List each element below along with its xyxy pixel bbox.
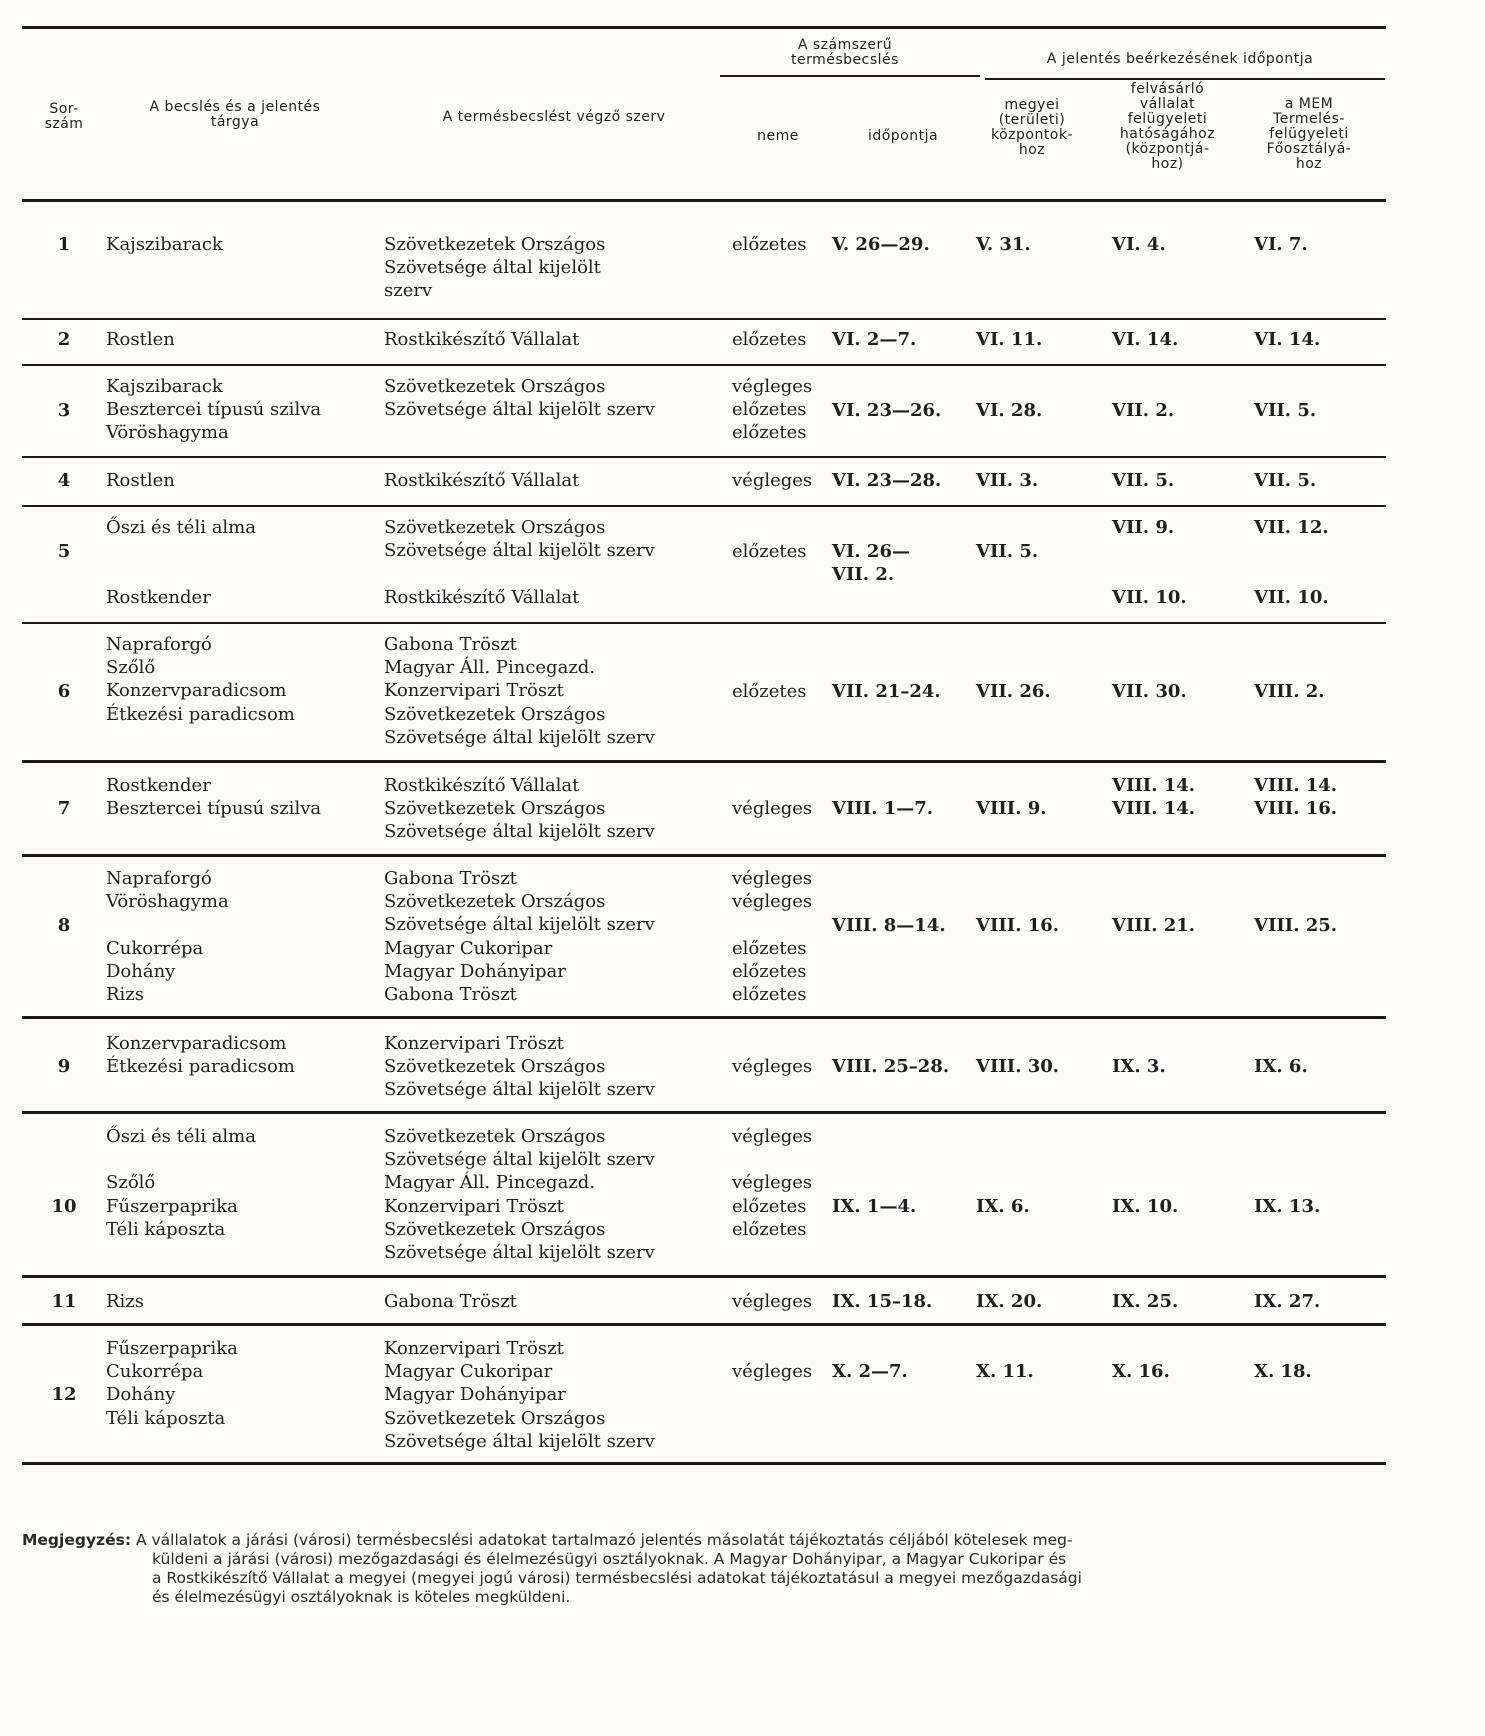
row-buyer-date: VII. 9. VII. 10. bbox=[1112, 517, 1187, 608]
row-divider bbox=[22, 505, 1386, 507]
row-num: 6 bbox=[57, 681, 71, 702]
row-buyer-date: VI. 14. bbox=[1112, 329, 1179, 350]
row-mem-date: VI. 7. bbox=[1254, 234, 1308, 255]
row-county-date: VII. 26. bbox=[976, 681, 1051, 702]
row-date: VIII. 25–28. bbox=[832, 1056, 950, 1077]
row-date: VI. 23—28. bbox=[832, 470, 942, 491]
row-num: 5 bbox=[57, 541, 71, 562]
row-kind: végleges bbox=[732, 798, 813, 819]
row-subject: Napraforgó Szőlő Konzervparadicsom Étkezési paradicsom bbox=[106, 634, 295, 725]
row-buyer-date: X. 16. bbox=[1112, 1361, 1170, 1382]
row-divider bbox=[22, 456, 1386, 458]
row-county-date: X. 11. bbox=[976, 1361, 1034, 1382]
row-num: 11 bbox=[51, 1291, 77, 1312]
row-date: IX. 1—4. bbox=[832, 1196, 917, 1217]
row-mem-date: VIII. 14. VIII. 16. bbox=[1254, 775, 1338, 820]
row-county-date: V. 31. bbox=[976, 234, 1031, 255]
row-num: 12 bbox=[51, 1384, 77, 1405]
header-county: megyei (területi) központok- hoz bbox=[990, 97, 1074, 158]
row-org: Gabona Tröszt bbox=[384, 1291, 517, 1312]
header-report-group: A jelentés beérkezésének időpontja bbox=[1046, 51, 1314, 67]
row-org: Rostkikészítő Vállalat bbox=[384, 470, 580, 491]
row-divider bbox=[22, 1323, 1386, 1326]
footnote-line: A vállalatok a járási (városi) termésbecslési adatokat tartalmazó jelentés másolatát tájékoztatás céljából kötelesek meg- bbox=[135, 1531, 1073, 1549]
row-mem-date: IX. 6. bbox=[1254, 1056, 1308, 1077]
row-kind: végleges bbox=[732, 1056, 813, 1077]
row-county-date: IX. 6. bbox=[976, 1196, 1030, 1217]
row-kind: előzetes bbox=[732, 329, 807, 350]
row-subject: Fűszerpaprika Cukorrépa Dohány Téli káposzta bbox=[106, 1338, 238, 1429]
row-num: 10 bbox=[51, 1196, 77, 1217]
row-subject: Rizs bbox=[106, 1291, 145, 1312]
row-divider bbox=[22, 760, 1386, 763]
row-kind: előzetes bbox=[732, 681, 807, 702]
row-buyer-date: IX. 10. bbox=[1112, 1196, 1179, 1217]
header-mem: a MEM Termelés- felügyeleti Főosztályá- hoz bbox=[1266, 96, 1352, 172]
row-mem-date: X. 18. bbox=[1254, 1361, 1312, 1382]
footnote-line: küldeni a járási (városi) mezőgazdasági és élelmezésügyi osztályoknak. A Magyar Dohányipar, a Magyar Cukoripar és bbox=[152, 1550, 1067, 1568]
row-subject: Őszi és téli alma Szőlő Fűszerpaprika Téli káposzta bbox=[106, 1126, 256, 1240]
report-group-rule bbox=[985, 78, 1385, 80]
row-divider bbox=[22, 1275, 1386, 1278]
footnote-line: és élelmezésügyi osztályoknak is köteles megküldeni. bbox=[152, 1588, 571, 1606]
row-subject: Kajszibarack bbox=[106, 234, 223, 255]
row-org: Rostkikészítő Vállalat Szövetkezetek Országos Szövetsége által kijelölt szerv bbox=[384, 775, 655, 843]
row-date: VIII. 8—14. bbox=[832, 915, 946, 936]
row-mem-date: VI. 14. bbox=[1254, 329, 1321, 350]
row-mem-date: VII. 5. bbox=[1254, 400, 1317, 421]
row-county-date: VI. 11. bbox=[976, 329, 1043, 350]
header-subject: A becslés és a jelentés tárgya bbox=[149, 99, 321, 130]
row-county-date: VII. 5. bbox=[976, 541, 1039, 562]
table-bottom-rule bbox=[22, 1462, 1386, 1465]
row-num: 3 bbox=[57, 400, 71, 421]
row-num: 1 bbox=[57, 234, 71, 255]
row-org: Szövetkezetek Országos Szövetsége által kijelölt szerv bbox=[384, 234, 606, 302]
row-divider bbox=[22, 364, 1386, 366]
row-kind: végleges végleges előzetes előzetes előzetes bbox=[732, 868, 813, 1006]
row-org: Szövetkezetek Országos Szövetsége által kijelölt szerv bbox=[384, 376, 655, 421]
row-kind: előzetes bbox=[732, 541, 807, 562]
row-mem-date: VIII. 2. bbox=[1254, 681, 1325, 702]
row-divider bbox=[22, 854, 1386, 857]
row-date: VII. 21–24. bbox=[832, 681, 941, 702]
header-org: A termésbecslést végző szerv bbox=[442, 109, 666, 125]
estimate-group-rule bbox=[720, 75, 980, 77]
row-divider bbox=[22, 1111, 1386, 1114]
row-mem-date: VII. 5. bbox=[1254, 470, 1317, 491]
row-subject: Kajszibarack Besztercei típusú szilva Vöröshagyma bbox=[106, 376, 322, 444]
row-county-date: VII. 3. bbox=[976, 470, 1039, 491]
header-bottom-rule bbox=[22, 199, 1386, 202]
row-org: Rostkikészítő Vállalat bbox=[384, 329, 580, 350]
row-org: Gabona Tröszt Magyar Áll. Pincegazd. Konzervipari Tröszt Szövetkezetek Országos Szövetsége által kijelölt szerv bbox=[384, 634, 655, 748]
row-buyer-date: VIII. 21. bbox=[1112, 915, 1196, 936]
row-num: 7 bbox=[57, 798, 71, 819]
row-date: VI. 23—26. bbox=[832, 400, 942, 421]
header-date: időpontja bbox=[867, 128, 939, 144]
row-subject: Konzervparadicsom Étkezési paradicsom bbox=[106, 1033, 295, 1078]
row-buyer-date: VIII. 14. VIII. 14. bbox=[1112, 775, 1196, 820]
row-mem-date: VII. 12. VII. 10. bbox=[1254, 517, 1329, 608]
row-divider bbox=[22, 318, 1386, 320]
row-org: Gabona Tröszt Szövetkezetek Országos Szövetsége által kijelölt szerv Magyar Cukoripar Magyar Dohányipar Gabona Tröszt bbox=[384, 868, 655, 1006]
row-subject: Rostkender Besztercei típusú szilva bbox=[106, 775, 322, 820]
row-buyer-date: VII. 30. bbox=[1112, 681, 1187, 702]
row-kind: végleges előzetes előzetes bbox=[732, 376, 813, 444]
row-buyer-date: VII. 5. bbox=[1112, 470, 1175, 491]
row-kind: végleges bbox=[732, 470, 813, 491]
row-divider bbox=[22, 1016, 1386, 1019]
row-date: IX. 15–18. bbox=[832, 1291, 933, 1312]
row-kind: végleges bbox=[732, 1291, 813, 1312]
header-buyer: felvásárló vállalat felügyeleti hatóságához (központjá- hoz) bbox=[1119, 81, 1216, 172]
row-mem-date: IX. 13. bbox=[1254, 1196, 1321, 1217]
header-kind: neme bbox=[757, 128, 799, 144]
row-county-date: VIII. 9. bbox=[976, 798, 1047, 819]
row-num: 8 bbox=[57, 915, 71, 936]
row-date: VIII. 1—7. bbox=[832, 798, 934, 819]
row-divider bbox=[22, 622, 1386, 624]
row-num: 4 bbox=[57, 470, 71, 491]
row-mem-date: IX. 27. bbox=[1254, 1291, 1321, 1312]
row-county-date: VIII. 30. bbox=[976, 1056, 1060, 1077]
row-buyer-date: VII. 2. bbox=[1112, 400, 1175, 421]
row-subject: Napraforgó Vöröshagyma Cukorrépa Dohány Rizs bbox=[106, 868, 229, 1006]
footnote-line: a Rostkikészítő Vállalat a megyei (megyei jogú városi) termésbecslési adatokat tájékoztatásul a megyei mezőgazdasági bbox=[152, 1569, 1082, 1587]
row-num: 2 bbox=[57, 329, 71, 350]
top-rule bbox=[22, 26, 1386, 29]
row-county-date: IX. 20. bbox=[976, 1291, 1043, 1312]
header-estimate-group: A számszerű termésbecslés bbox=[791, 37, 899, 68]
row-county-date: VIII. 16. bbox=[976, 915, 1060, 936]
row-kind: előzetes bbox=[732, 234, 807, 255]
footnote-label: Megjegyzés: bbox=[22, 1531, 132, 1549]
row-buyer-date: VI. 4. bbox=[1112, 234, 1166, 255]
row-date: VI. 2—7. bbox=[832, 329, 917, 350]
row-date: V. 26—29. bbox=[832, 234, 930, 255]
row-date: VI. 26— VII. 2. bbox=[832, 541, 910, 586]
row-num: 9 bbox=[57, 1056, 71, 1077]
header-num: Sor- szám bbox=[44, 101, 84, 132]
row-buyer-date: IX. 25. bbox=[1112, 1291, 1179, 1312]
row-buyer-date: IX. 3. bbox=[1112, 1056, 1166, 1077]
row-subject: Őszi és téli alma Rostkender bbox=[106, 517, 256, 608]
row-kind: végleges bbox=[732, 1361, 813, 1382]
row-org: Szövetkezetek Országos Szövetsége által kijelölt szerv Magyar Áll. Pincegazd. Konzervipari Tröszt Szövetkezetek Országos Szövetsége által kijelölt szerv bbox=[384, 1126, 655, 1264]
row-org: Konzervipari Tröszt Szövetkezetek Országos Szövetsége által kijelölt szerv bbox=[384, 1033, 655, 1101]
row-county-date: VI. 28. bbox=[976, 400, 1043, 421]
row-date: X. 2—7. bbox=[832, 1361, 908, 1382]
row-org: Szövetkezetek Országos Szövetsége által kijelölt szerv Rostkikészítő Vállalat bbox=[384, 517, 655, 608]
row-mem-date: VIII. 25. bbox=[1254, 915, 1338, 936]
row-subject: Rostlen bbox=[106, 329, 175, 350]
row-org: Konzervipari Tröszt Magyar Cukoripar Magyar Dohányipar Szövetkezetek Országos Szövetsége által kijelölt szerv bbox=[384, 1338, 655, 1452]
row-subject: Rostlen bbox=[106, 470, 175, 491]
footnote bbox=[22, 1531, 1392, 1607]
row-kind: végleges végleges előzetes előzetes bbox=[732, 1126, 813, 1240]
